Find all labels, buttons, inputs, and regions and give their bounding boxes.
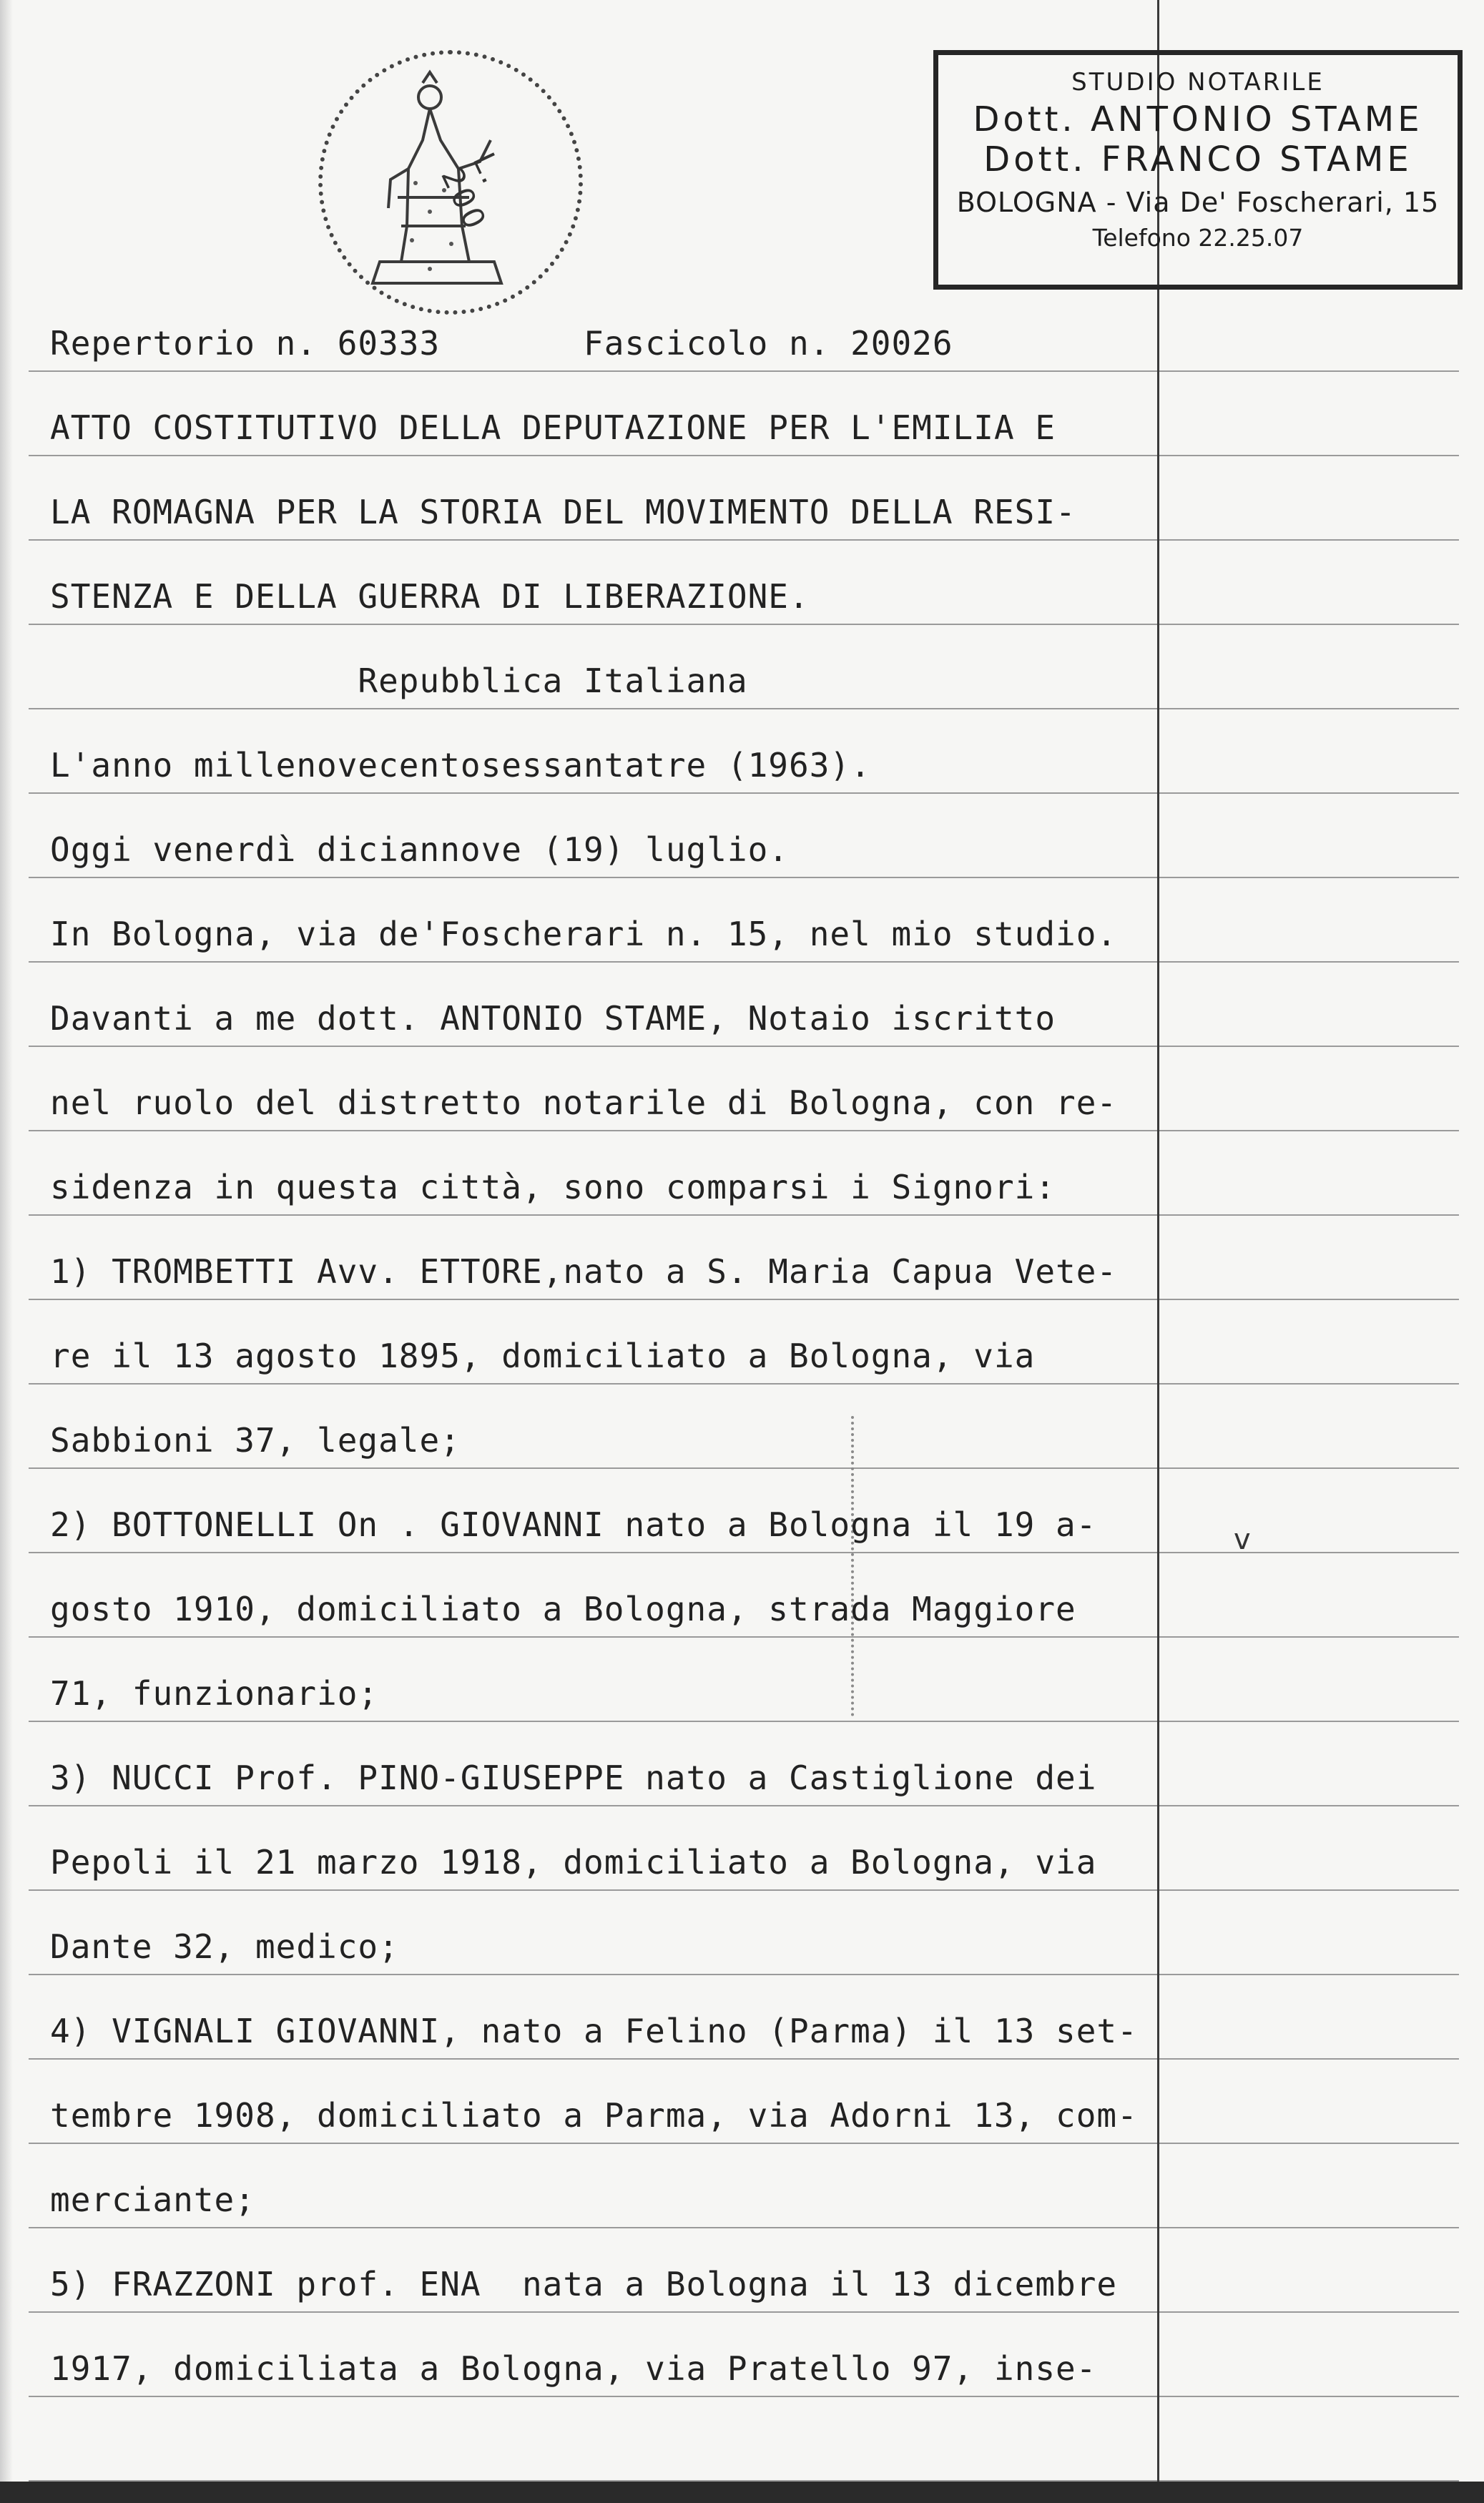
- document-line: LA ROMAGNA PER LA STORIA DEL MOVIMENTO DELLA RESI-: [50, 493, 1076, 531]
- document-line: 5) FRAZZONI prof. ENA nata a Bologna il 13 dicembre: [50, 2265, 1118, 2303]
- stamp-value: L. 200: [434, 147, 511, 237]
- ruled-line: [29, 539, 1459, 541]
- document-line: re il 13 agosto 1895, domiciliato a Bologna, via: [50, 1337, 1036, 1375]
- ruled-line: [29, 708, 1459, 709]
- page-bottom-edge: [0, 2482, 1484, 2503]
- document-line: In Bologna, via de'Foscherari n. 15, nel mio studio.: [50, 915, 1118, 953]
- ruled-line: [29, 2227, 1459, 2228]
- document-line: L'anno millenovecentosessantatre (1963).: [50, 746, 871, 785]
- document-line: 71, funzionario;: [50, 1674, 379, 1713]
- document-line: merciante;: [50, 2180, 255, 2219]
- document-line: tembre 1908, domiciliato a Parma, via Adorni 13, com-: [50, 2096, 1138, 2135]
- office-address: BOLOGNA - Via De' Foscherari, 15: [956, 187, 1440, 218]
- ruled-line: [29, 877, 1459, 878]
- document-line: Dante 32, medico;: [50, 1927, 399, 1966]
- margin-line: [1157, 0, 1159, 2503]
- document-line: nel ruolo del distretto notarile di Bologna, con re-: [50, 1083, 1118, 1122]
- ruled-line: [29, 2311, 1459, 2313]
- office-notary-1: Dott. ANTONIO STAME: [973, 99, 1423, 139]
- document-line: 2) BOTTONELLI On . GIOVANNI nato a Bologna il 19 a-: [50, 1505, 1097, 1544]
- document-line: 3) NUCCI Prof. PINO-GIUSEPPE nato a Castiglione dei: [50, 1759, 1097, 1797]
- revenue-stamp: [318, 50, 583, 315]
- ruled-line: [29, 1214, 1459, 1216]
- ruled-line: [29, 792, 1459, 794]
- ruled-line: [29, 2058, 1459, 2060]
- ruled-line: [29, 1467, 1459, 1469]
- page-left-edge: [0, 0, 13, 2503]
- ruled-line: [29, 961, 1459, 963]
- office-phone: Telefono 22.25.07: [1092, 224, 1304, 252]
- ruled-line: [29, 1805, 1459, 1806]
- document-line: 4) VIGNALI GIOVANNI, nato a Felino (Parma) il 13 set-: [50, 2012, 1138, 2050]
- margin-check-mark: v: [1234, 1523, 1251, 1556]
- document-line: Repubblica Italiana: [50, 662, 748, 700]
- document-line: Davanti a me dott. ANTONIO STAME, Notaio iscritto: [50, 999, 1056, 1038]
- document-line: Oggi venerdì diciannove (19) luglio.: [50, 830, 789, 869]
- ruled-line: [29, 455, 1459, 456]
- office-notary-2: Dott. FRANCO STAME: [983, 139, 1412, 180]
- ruled-line: [29, 2396, 1459, 2397]
- notary-office-stamp: [933, 50, 1463, 290]
- ruled-line: [29, 1974, 1459, 1975]
- ruled-line: [29, 1130, 1459, 1131]
- ruled-line: [29, 1721, 1459, 1722]
- document-line: STENZA E DELLA GUERRA DI LIBERAZIONE.: [50, 577, 810, 616]
- document-line: gosto 1910, domiciliato a Bologna, strada Maggiore: [50, 1590, 1076, 1628]
- ruled-line: [29, 624, 1459, 625]
- ruled-line: [29, 2143, 1459, 2144]
- document-line: sidenza in questa città, sono comparsi i Signori:: [50, 1168, 1056, 1206]
- ruled-line: [29, 370, 1459, 372]
- fold-mark: [851, 1416, 857, 1716]
- office-title: STUDIO NOTARILE: [1071, 68, 1325, 97]
- ruled-line: [29, 1299, 1459, 1300]
- ruled-line: [29, 1636, 1459, 1638]
- document-line: Pepoli il 21 marzo 1918, domiciliato a Bologna, via: [50, 1843, 1097, 1882]
- ruled-line: [29, 1889, 1459, 1891]
- document-line: Repertorio n. 60333 Fascicolo n. 20026: [50, 324, 953, 363]
- ruled-line: [29, 1046, 1459, 1047]
- ruled-line: [29, 1383, 1459, 1385]
- document-line: Sabbioni 37, legale;: [50, 1421, 461, 1460]
- document-line: ATTO COSTITUTIVO DELLA DEPUTAZIONE PER L'EMILIA E: [50, 408, 1056, 447]
- document-line: 1) TROMBETTI Avv. ETTORE,nato a S. Maria Capua Vete-: [50, 1252, 1118, 1291]
- document-line: 1917, domiciliata a Bologna, via Pratello 97, inse-: [50, 2349, 1097, 2388]
